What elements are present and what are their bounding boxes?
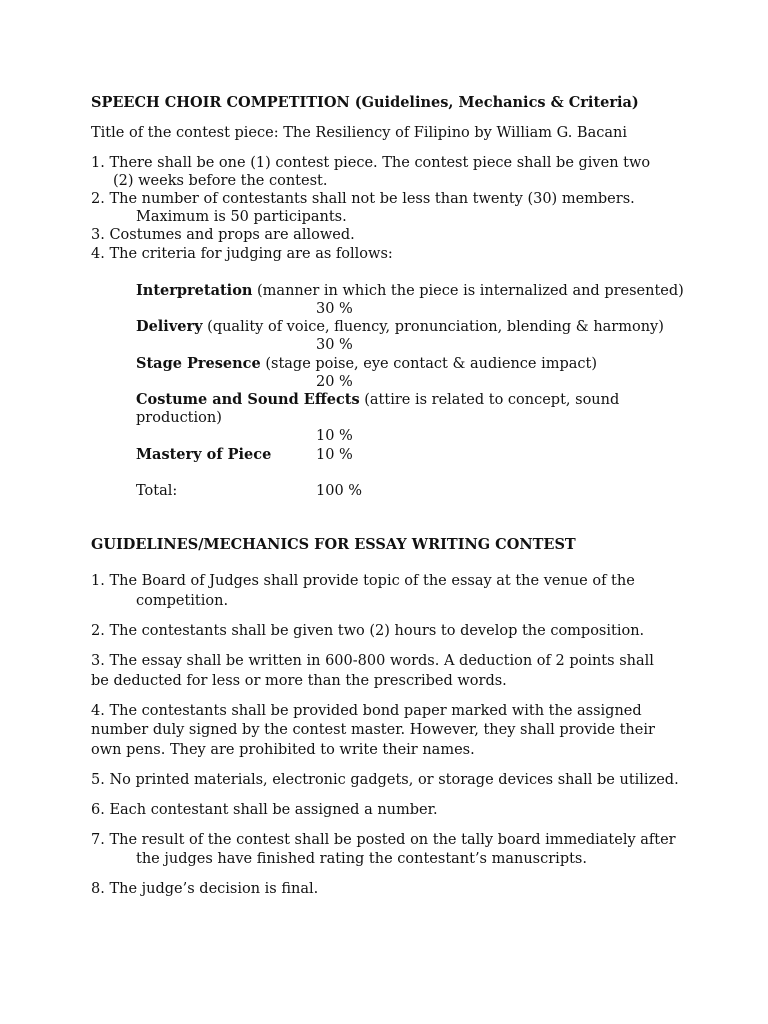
rule-2-line-2: Maximum is 50 participants.: [136, 209, 347, 225]
total-percent: 100 %: [316, 483, 363, 499]
criterion-costume-sound: [136, 391, 619, 409]
criterion-percent: 10 %: [316, 447, 353, 463]
essay-rule-6: 6. Each contestant shall be assigned a number.: [91, 802, 438, 818]
essay-rule-3-line-1: 3. The essay shall be written in 600-800 words. A deduction of 2 points shall: [91, 653, 654, 669]
essay-rule-8: 8. The judge’s decision is final.: [91, 881, 319, 897]
criterion-label: Stage Presence: [136, 355, 261, 372]
criterion-percent: 10 %: [316, 428, 353, 444]
criterion-stage-presence: [136, 355, 597, 373]
rule-3: 3. Costumes and props are allowed.: [91, 227, 355, 243]
essay-rule-3-line-2: be deducted for less or more than the prescribed words.: [91, 673, 507, 689]
essay-rule-2: 2. The contestants shall be given two (2) hours to develop the composition.: [91, 623, 645, 639]
essay-heading: GUIDELINES/MECHANICS FOR ESSAY WRITING CONTEST: [91, 536, 576, 553]
contest-piece-title: Title of the contest piece: The Resiliency of Filipino by William G. Bacani: [91, 125, 627, 141]
essay-rule-1-line-2: competition.: [136, 593, 229, 609]
criterion-mastery-label: Mastery of Piece: [136, 446, 272, 463]
essay-rule-7-line-2: the judges have finished rating the contestant’s manuscripts.: [136, 851, 587, 867]
criterion-description-continued: production): [136, 410, 222, 426]
essay-rule-4-line-3: own pens. They are prohibited to write their names.: [91, 742, 475, 758]
criterion-percent: 30 %: [316, 337, 353, 353]
criterion-description: (manner in which the piece is internalized and presented): [252, 283, 684, 299]
criterion-label: Interpretation: [136, 282, 253, 299]
essay-rule-4-line-1: 4. The contestants shall be provided bond paper marked with the assigned: [91, 703, 642, 719]
speech-choir-heading: SPEECH CHOIR COMPETITION (Guidelines, Mechanics & Criteria): [91, 94, 639, 111]
criterion-label: Delivery: [136, 318, 203, 335]
criterion-interpretation: [136, 282, 684, 300]
essay-rule-7-line-1: 7. The result of the contest shall be posted on the tally board immediately after: [91, 832, 676, 848]
criterion-label: Costume and Sound Effects: [136, 391, 360, 408]
criterion-percent: 20 %: [316, 374, 353, 390]
rule-1-line-1: 1. There shall be one (1) contest piece. The contest piece shall be given two: [91, 155, 651, 171]
rule-4: 4. The criteria for judging are as follows:: [91, 246, 393, 262]
rule-2-line-1: 2. The number of contestants shall not be less than twenty (30) members.: [91, 191, 635, 207]
rule-1-line-2: (2) weeks before the contest.: [113, 173, 328, 189]
essay-rule-5: 5. No printed materials, electronic gadgets, or storage devices shall be utilized.: [91, 772, 679, 788]
essay-rule-1-line-1: 1. The Board of Judges shall provide topic of the essay at the venue of the: [91, 573, 635, 589]
criterion-description: (stage poise, eye contact & audience impact): [260, 356, 598, 372]
criterion-description: (attire is related to concept, sound: [359, 392, 620, 408]
essay-rule-4-line-2: number duly signed by the contest master. However, they shall provide their: [91, 722, 655, 738]
total-label: Total:: [136, 483, 178, 499]
criterion-description: (quality of voice, fluency, pronunciation, blending & harmony): [202, 319, 664, 335]
criterion-percent: 30 %: [316, 301, 353, 317]
criterion-delivery: [136, 318, 664, 336]
